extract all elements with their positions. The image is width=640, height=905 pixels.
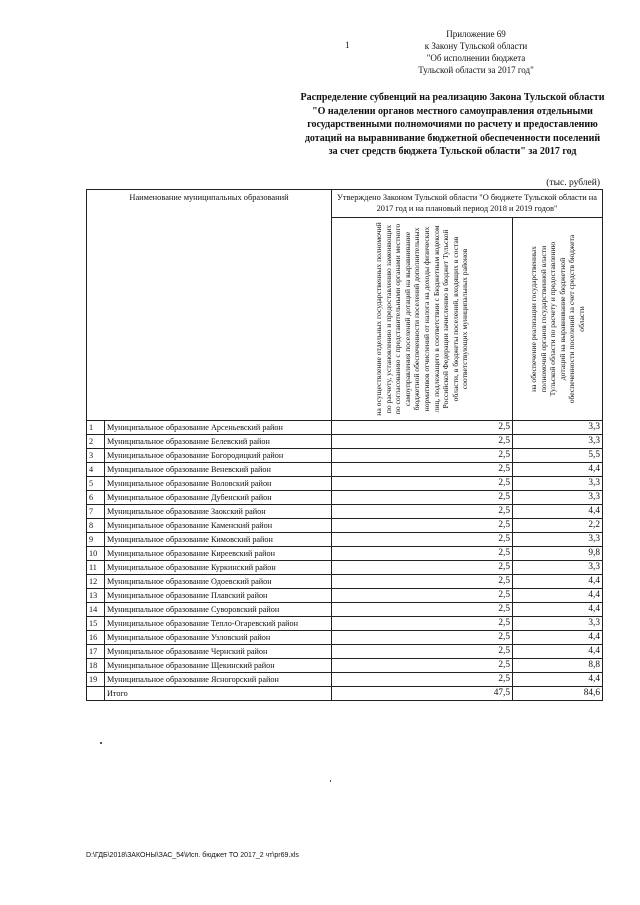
row-number: 19 [87,673,105,687]
table-row [87,491,603,505]
value-column-1: 2,5 [332,463,513,477]
table-row [87,449,603,463]
row-number: 10 [87,547,105,561]
municipality-name: Муниципальное образование Киреевский район [105,547,332,561]
row-number: 5 [87,477,105,491]
value-column-2: 3,3 [513,617,603,631]
table-row [87,673,603,687]
total-row [87,687,603,701]
municipality-name: Муниципальное образование Каменский район [105,519,332,533]
value-column-1: 2,5 [332,449,513,463]
value-column-1: 2,5 [332,421,513,435]
municipality-name: Муниципальное образование Тепло-Огаревский район [105,617,332,631]
row-number: 3 [87,449,105,463]
value-column-2: 4,4 [513,589,603,603]
value-column-2: 3,3 [513,491,603,505]
total-value-2: 84,6 [513,687,603,701]
total-label: Итого [105,687,332,701]
value-column-2: 2,2 [513,519,603,533]
row-number: 4 [87,463,105,477]
file-path-footer: D:\ГДБ\2018\ЗАКОНЫ\ЗАС_54\Исп. бюджет ТО 2017_2 чт\pr69.xls [86,852,299,859]
row-number: 16 [87,631,105,645]
value-column-1: 2,5 [332,603,513,617]
table-row [87,631,603,645]
table-row [87,463,603,477]
value-column-2: 3,3 [513,533,603,547]
value-column-1: 2,5 [332,519,513,533]
value-column-1: 2,5 [332,533,513,547]
value-column-1: 2,5 [332,617,513,631]
table-row [87,547,603,561]
value-column-2: 4,4 [513,575,603,589]
table-row [87,421,603,435]
row-number: 14 [87,603,105,617]
municipality-name: Муниципальное образование Белевский район [105,435,332,449]
value-column-1: 2,5 [332,659,513,673]
table-row [87,645,603,659]
value-column-2: 4,4 [513,463,603,477]
value-column-2: 3,3 [513,561,603,575]
municipality-name: Муниципальное образование Чернский район [105,645,332,659]
municipality-name: Муниципальное образование Воловский район [105,477,332,491]
table-row [87,505,603,519]
value-column-1: 2,5 [332,575,513,589]
municipality-name: Муниципальное образование Заокский район [105,505,332,519]
value-column-2: 5,5 [513,449,603,463]
row-number: 12 [87,575,105,589]
value-column-1: 2,5 [332,631,513,645]
row-number: 15 [87,617,105,631]
header-column-1 [332,218,513,421]
municipality-name: Муниципальное образование Ясногорский район [105,673,332,687]
scan-speck [100,742,102,744]
total-value-1: 47,5 [332,687,513,701]
value-column-1: 2,5 [332,673,513,687]
row-number: 18 [87,659,105,673]
subventions-table [86,189,603,701]
document-title: Распределение субвенций на реализацию Закона Тульской области "О наделении органов местного самоуправления отдельными государственными полномочиями по расчету и предоставлению дотаций на выравнивание бюджетной обеспеченности поселений за счет средств бюджета Тульской области" за 2017 год [300,92,605,158]
appendix-line-2: к Закону Тульской области [424,41,528,51]
table-row [87,519,603,533]
appendix-line-1: Приложение 69 [446,29,506,39]
municipality-name: Муниципальное образование Щекинский район [105,659,332,673]
header-column-2 [513,218,603,421]
row-number: 2 [87,435,105,449]
header-column-2-text: на обеспечение реализации государственных полномочий органов государственной власти Тульской области по расчету и предоставлению дотаций на выравнивание бюджетной обеспеченности поселений за счет средств бюджета области [528,234,586,404]
appendix-header [396,28,556,76]
municipality-name: Муниципальное образование Арсеньевский район [105,421,332,435]
value-column-2: 4,4 [513,645,603,659]
value-column-2: 9,8 [513,547,603,561]
municipality-name: Муниципальное образование Узловский район [105,631,332,645]
table-row [87,575,603,589]
municipality-name: Муниципальное образование Куркинский район [105,561,332,575]
appendix-line-4: Тульской области за 2017 год" [418,65,534,75]
municipality-name: Муниципальное образование Дубенский район [105,491,332,505]
row-number: 9 [87,533,105,547]
appendix-line-3: "Об исполнении бюджета [426,53,526,63]
table-row [87,477,603,491]
header-column-1-text: на осуществление отдельных государственных полномочий по расчету, установлению и предоставлению заменяющих по согласованию с представительными органами местного самоуправления поселений дотаций на выравнивание бюджетной обеспеченности поселений дополнительных нормативов отчислений от налога на доходы физических лиц, подлежащего в соответствии с Бюджетным кодексом Российской Федерации зачислению в бюджет Тульской области, в бюджеты поселений, входящих в состав соответствующих муниципальных районов [374,222,470,416]
value-column-2: 4,4 [513,603,603,617]
value-column-2: 4,4 [513,505,603,519]
value-column-1: 2,5 [332,561,513,575]
row-number: 11 [87,561,105,575]
value-column-2: 4,4 [513,673,603,687]
municipality-name: Муниципальное образование Суворовский район [105,603,332,617]
value-column-2: 3,3 [513,421,603,435]
row-number: 17 [87,645,105,659]
municipality-name: Муниципальное образование Богородицкий район [105,449,332,463]
header-municipality: Наименование муниципальных образований [87,190,332,421]
value-column-1: 2,5 [332,435,513,449]
value-column-1: 2,5 [332,645,513,659]
header-approved: Утверждено Законом Тульской области "О бюджете Тульской области на 2017 год и на плановый период 2018 и 2019 годов" [332,190,603,218]
table-row [87,533,603,547]
value-column-2: 3,3 [513,477,603,491]
municipality-name: Муниципальное образование Кимовский район [105,533,332,547]
row-number: 8 [87,519,105,533]
municipality-name: Муниципальное образование Плавский район [105,589,332,603]
table-row [87,561,603,575]
value-column-1: 2,5 [332,589,513,603]
value-column-2: 8,8 [513,659,603,673]
table-row [87,617,603,631]
table-row [87,435,603,449]
page-number: 1 [345,40,350,50]
row-number: 1 [87,421,105,435]
row-number: 6 [87,491,105,505]
row-number: 7 [87,505,105,519]
municipality-name: Муниципальное образование Веневский район [105,463,332,477]
value-column-1: 2,5 [332,547,513,561]
table-row [87,603,603,617]
value-column-1: 2,5 [332,505,513,519]
scan-speck [330,780,331,782]
municipality-name: Муниципальное образование Одоевский район [105,575,332,589]
value-column-1: 2,5 [332,477,513,491]
row-number: 13 [87,589,105,603]
value-column-2: 3,3 [513,435,603,449]
table-row [87,589,603,603]
total-row-number [87,687,105,701]
units-label: (тыс. рублей) [546,178,600,188]
value-column-1: 2,5 [332,491,513,505]
table-row [87,659,603,673]
value-column-2: 4,4 [513,631,603,645]
